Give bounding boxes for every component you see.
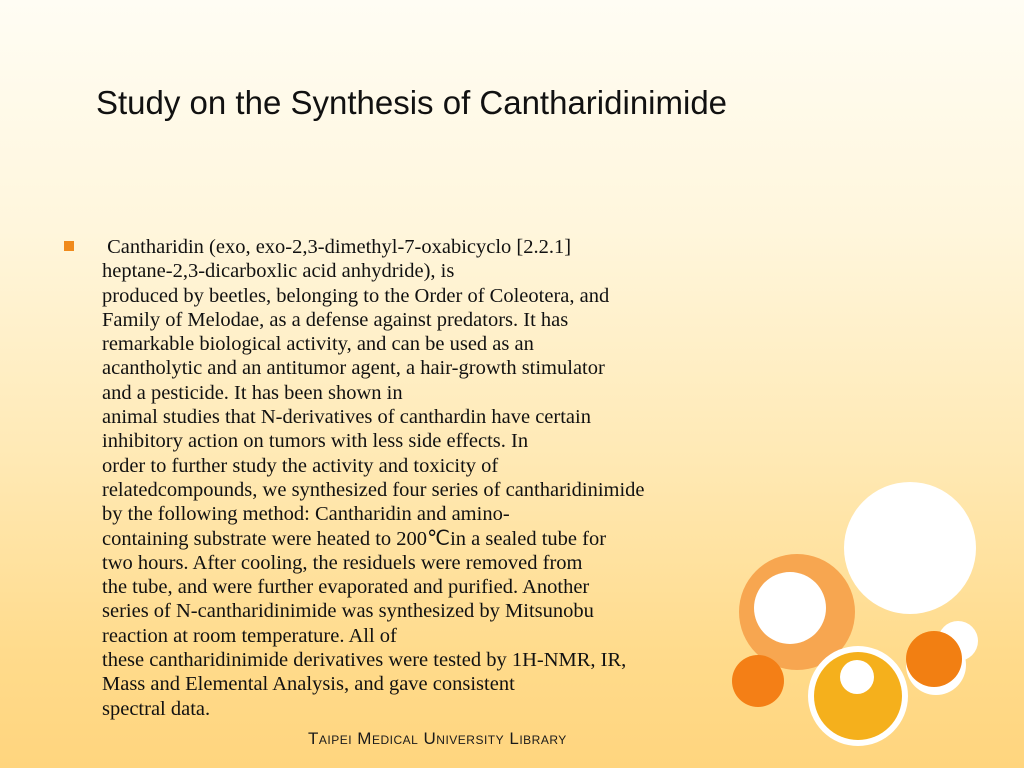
paragraph-line: animal studies that N-derivatives of canthardin have certain [102, 406, 591, 429]
paragraph-line: two hours. After cooling, the residuels were removed from [102, 551, 583, 574]
paragraph-line: heptane-2,3-dicarboxlic acid anhydride), is [102, 260, 455, 283]
paragraph-line: Cantharidin (exo, exo-2,3-dimethyl-7-oxabicyclo [2.2.1] [102, 236, 572, 258]
paragraph-line: order to further study the activity and toxicity of [102, 454, 499, 477]
paragraph-line: these cantharidinimide derivatives were tested by 1H-NMR, IR, [102, 649, 627, 672]
paragraph-line: by the following method: Cantharidin and amino- [102, 503, 510, 526]
circle-dark-orange [906, 631, 962, 687]
paragraph-line: the tube, and were further evaporated and purified. Another [102, 576, 590, 599]
circle-large-white [844, 482, 976, 614]
paragraph-line: Mass and Elemental Analysis, and gave consistent [102, 673, 515, 696]
paragraph-line: spectral data. [102, 697, 211, 720]
paragraph-line: Family of Melodae, as a defense against predators. It has [102, 308, 569, 331]
paragraph-line: containing substrate were heated to 200℃in a sealed tube for [102, 527, 607, 550]
paragraph-line: reaction at room temperature. All of [102, 624, 397, 647]
paragraph-line: produced by beetles, belonging to the Order of Coleotera, and [102, 284, 610, 307]
paragraph-line: remarkable biological activity, and can be used as an [102, 333, 534, 356]
paragraph-line: inhibitory action on tumors with less side effects. In [102, 430, 529, 453]
circle-yellow-ring-inner [840, 660, 874, 694]
paragraph-line: series of N-cantharidinimide was synthesized by Mitsunobu [102, 600, 594, 623]
bullet-paragraph [102, 235, 802, 721]
paragraph-line: acantholytic and an antitumor agent, a hair-growth stimulator [102, 357, 605, 380]
footer-library: Taipei Medical University Library [308, 729, 567, 748]
bullet-marker [64, 241, 74, 251]
paragraph-line: relatedcompounds, we synthesized four series of cantharidinimide [102, 478, 645, 501]
slide-title: Study on the Synthesis of Cantharidinimide [96, 84, 728, 121]
paragraph-line: and a pesticide. It has been shown in [102, 381, 403, 404]
